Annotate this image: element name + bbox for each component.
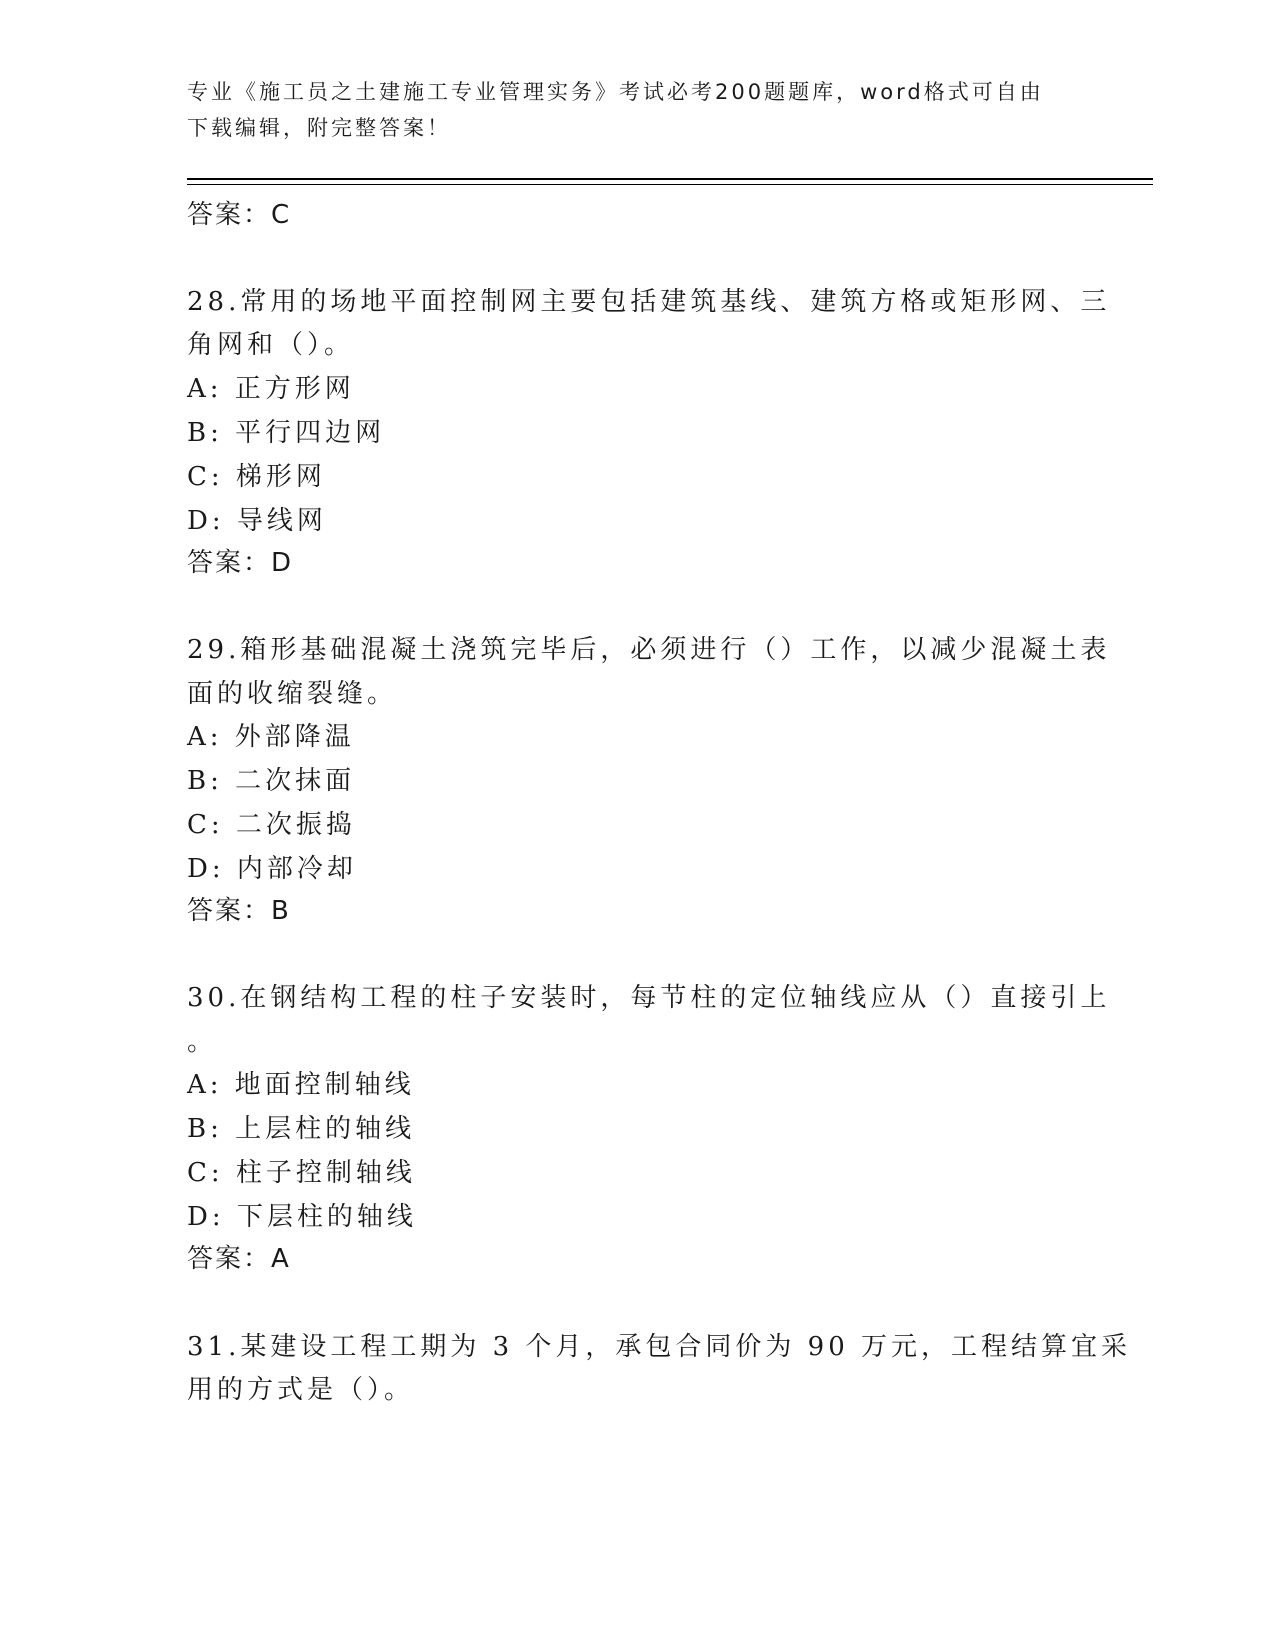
question-29-option-b: B: 二次抹面 bbox=[187, 766, 356, 796]
question-28-stem-line-2: 角网和（）。 bbox=[187, 330, 355, 360]
question-29-option-a: A: 外部降温 bbox=[187, 722, 355, 752]
question-29-option-d: D: 内部冷却 bbox=[187, 854, 357, 884]
question-28-option-a: A: 正方形网 bbox=[187, 374, 355, 404]
question-29-answer: 答案：B bbox=[187, 896, 291, 926]
question-30-stem-line-1: 30.在钢结构工程的柱子安装时，每节柱的定位轴线应从（）直接引上 bbox=[187, 983, 1111, 1013]
header-divider-thin bbox=[187, 184, 1153, 185]
question-28-option-d: D: 导线网 bbox=[187, 506, 327, 536]
question-30-option-c: C: 柱子控制轴线 bbox=[187, 1158, 416, 1188]
question-28-option-c: C: 梯形网 bbox=[187, 462, 326, 492]
question-28-answer: 答案：D bbox=[187, 548, 294, 578]
header-line-2: 下载编辑，附完整答案！ bbox=[187, 116, 451, 140]
header-line-1: 专业《施工员之土建施工专业管理实务》考试必考200题题库，word格式可自由 bbox=[187, 80, 1044, 104]
question-31-stem-line-2: 用的方式是（）。 bbox=[187, 1375, 415, 1405]
question-30-option-a: A: 地面控制轴线 bbox=[187, 1070, 415, 1100]
previous-answer: 答案：C bbox=[187, 200, 292, 230]
document-header bbox=[187, 74, 1087, 146]
question-30-option-b: B: 上层柱的轴线 bbox=[187, 1114, 416, 1144]
question-30-answer: 答案：A bbox=[187, 1244, 291, 1274]
question-30-stem-line-2: 。 bbox=[187, 1027, 218, 1057]
question-29-stem-line-1: 29.箱形基础混凝土浇筑完毕后，必须进行（）工作，以减少混凝土表 bbox=[187, 635, 1111, 665]
question-30-option-d: D: 下层柱的轴线 bbox=[187, 1202, 417, 1232]
header-divider-thick bbox=[187, 178, 1153, 180]
question-28-option-b: B: 平行四边网 bbox=[187, 418, 386, 448]
question-31-stem-line-1: 31.某建设工程工期为 3 个月，承包合同价为 90 万元，工程结算宜采 bbox=[187, 1332, 1132, 1362]
question-29-option-c: C: 二次振捣 bbox=[187, 810, 356, 840]
question-29-stem-line-2: 面的收缩裂缝。 bbox=[187, 679, 398, 709]
question-28-stem-line-1: 28.常用的场地平面控制网主要包括建筑基线、建筑方格或矩形网、三 bbox=[187, 287, 1111, 317]
